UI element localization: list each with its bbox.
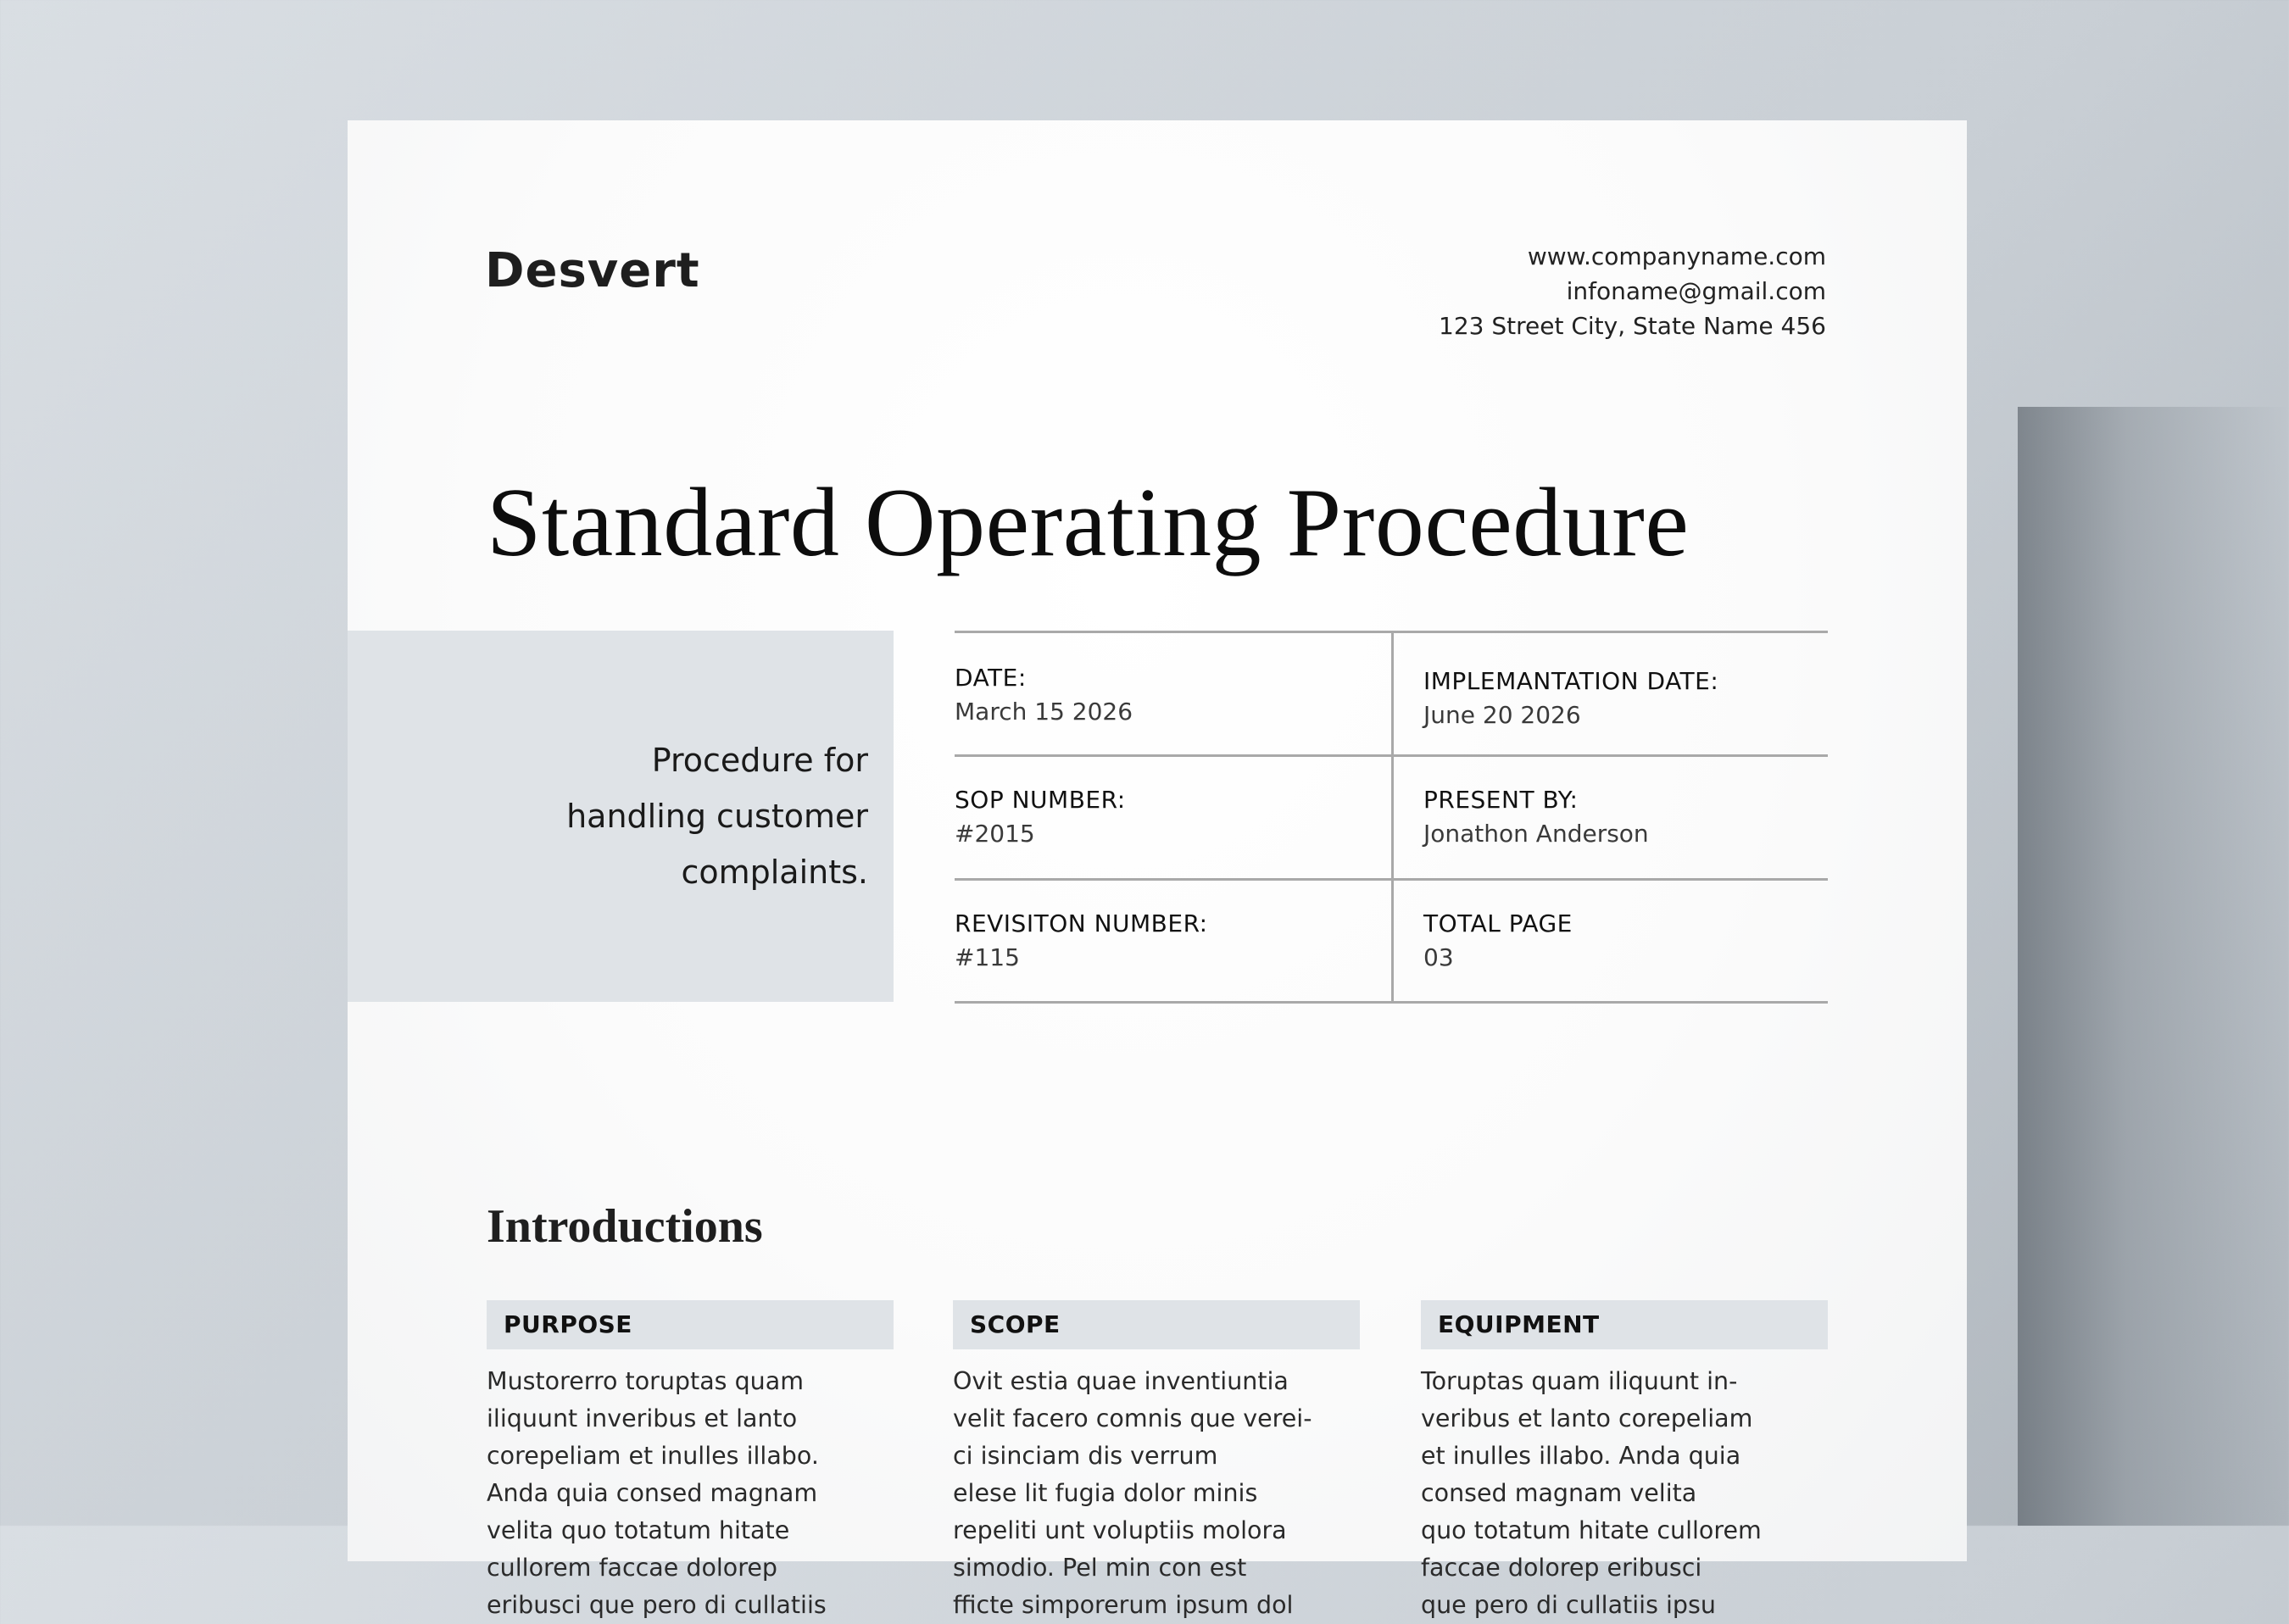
page-shadow: [2018, 407, 2289, 1526]
introductions-heading: Introductions: [487, 1200, 763, 1253]
scope-text: [953, 1363, 1360, 1624]
purpose-text: [487, 1363, 894, 1624]
info-label: TOTAL PAGE: [1423, 909, 1573, 937]
text-line: velita quo totatum hitate: [487, 1516, 790, 1544]
text-line: Toruptas quam iliquunt in-: [1421, 1367, 1738, 1395]
info-value: March 15 2026: [955, 698, 1133, 726]
contact-block: [1439, 239, 1826, 343]
text-line: elese lit fugia dolor minis: [953, 1479, 1258, 1507]
info-value: June 20 2026: [1423, 701, 1581, 729]
text-line: Anda quia consed magnam: [487, 1479, 818, 1507]
scope-heading: SCOPE: [953, 1300, 1360, 1349]
text-line: Mustorerro toruptas quam: [487, 1367, 804, 1395]
equipment-column: [1421, 1300, 1828, 1624]
text-line: velit facero comnis que verei-: [953, 1404, 1312, 1432]
procedure-line: complaints.: [681, 854, 868, 891]
text-line: simodio. Pel min con est: [953, 1554, 1247, 1582]
table-column-divider: [1391, 631, 1394, 1004]
contact-email: infoname@gmail.com: [1566, 277, 1826, 305]
text-line: que pero di cullatiis ipsu: [1421, 1591, 1716, 1619]
text-line: eribusci que pero di cullatiis: [487, 1591, 827, 1619]
text-line: Ovit estia quae inventiuntia: [953, 1367, 1289, 1395]
text-line: corepeliam et inulles illabo.: [487, 1442, 819, 1470]
sop-info-table: [955, 631, 1828, 1004]
procedure-line: Procedure for: [651, 742, 868, 779]
info-cell-total-page: [1423, 907, 1573, 975]
brand-logo-text: Desvert: [485, 243, 700, 298]
info-value: #2015: [955, 820, 1035, 848]
text-line: cullorem faccae dolorep: [487, 1554, 777, 1582]
text-line: quo totatum hitate cullorem: [1421, 1516, 1762, 1544]
scope-column: [953, 1300, 1360, 1624]
text-line: et inulles illabo. Anda quia: [1421, 1442, 1741, 1470]
text-line: ci isinciam dis verrum: [953, 1442, 1218, 1470]
text-line: repeliti unt voluptiis molora: [953, 1516, 1287, 1544]
document-title: Standard Operating Procedure: [487, 469, 1690, 577]
procedure-line: handling customer: [566, 798, 868, 835]
contact-address: 123 Street City, State Name 456: [1439, 312, 1826, 340]
contact-website: www.companyname.com: [1527, 242, 1826, 270]
text-line: consed magnam velita: [1421, 1479, 1697, 1507]
procedure-summary-block: [348, 631, 894, 1002]
info-value: #115: [955, 943, 1020, 971]
text-line: fficte simporerum ipsum dol: [953, 1591, 1294, 1619]
info-value: 03: [1423, 943, 1454, 971]
info-cell-present-by: [1423, 783, 1649, 851]
brand-logo: [485, 241, 722, 298]
info-label: IMPLEMANTATION DATE:: [1423, 667, 1719, 695]
purpose-column: [487, 1300, 894, 1624]
text-line: veribus et lanto corepeliam: [1421, 1404, 1753, 1432]
text-line: iliquunt inveribus et lanto: [487, 1404, 798, 1432]
text-line: faccae dolorep eribusci: [1421, 1554, 1702, 1582]
equipment-text: [1421, 1363, 1828, 1624]
procedure-summary-text: [566, 732, 868, 900]
info-cell-date: [955, 661, 1133, 729]
info-label: DATE:: [955, 664, 1027, 692]
equipment-heading: EQUIPMENT: [1421, 1300, 1828, 1349]
info-cell-revision-number: [955, 907, 1208, 975]
sop-document-page: [348, 120, 1967, 1619]
info-cell-sop-number: [955, 783, 1126, 851]
purpose-heading: PURPOSE: [487, 1300, 894, 1349]
info-label: PRESENT BY:: [1423, 786, 1579, 814]
info-label: SOP NUMBER:: [955, 786, 1126, 814]
info-cell-implementation-date: [1423, 665, 1718, 732]
info-label: REVISITON NUMBER:: [955, 909, 1208, 937]
info-value: Jonathon Anderson: [1423, 820, 1649, 848]
